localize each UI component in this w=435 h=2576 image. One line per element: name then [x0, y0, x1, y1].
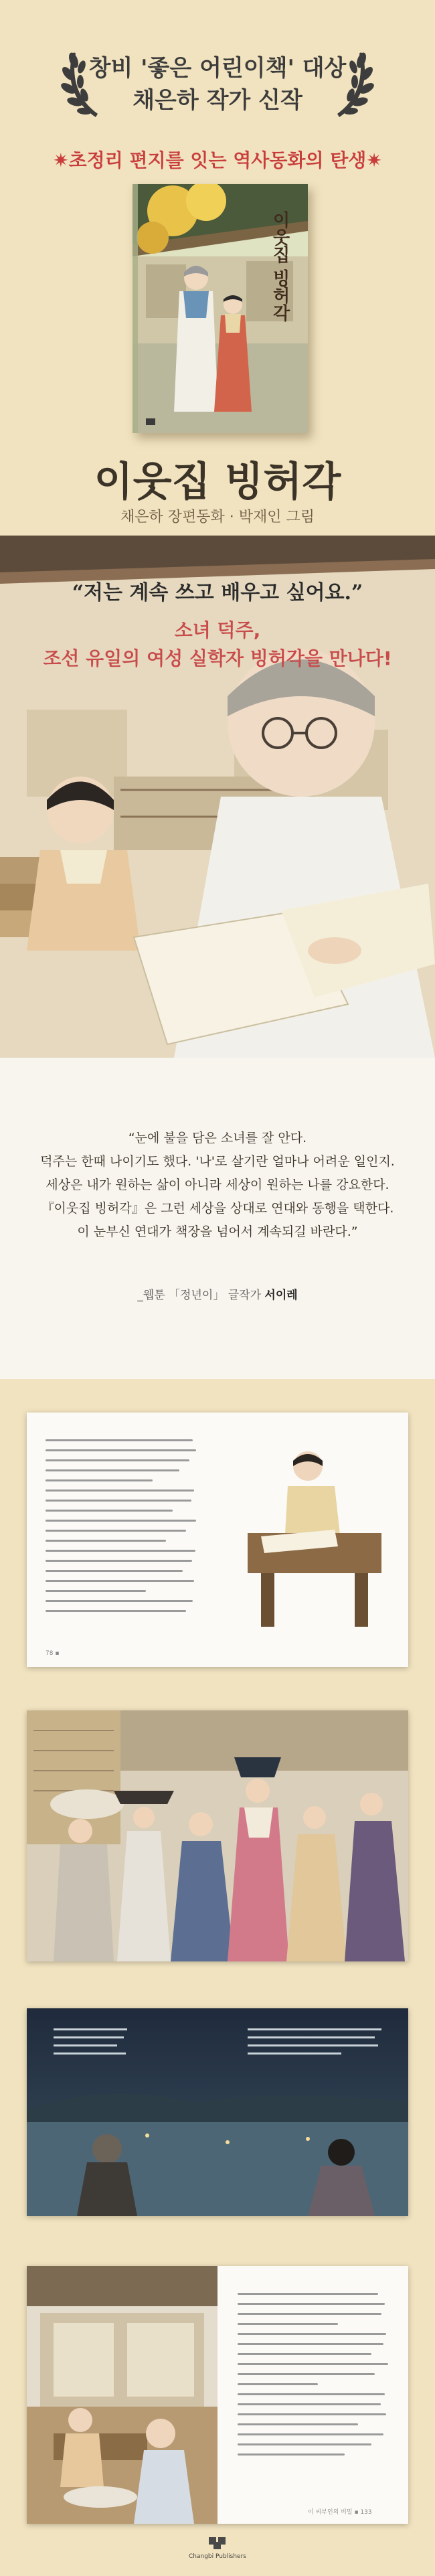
book-cover — [133, 184, 308, 433]
cover-title — [270, 211, 296, 345]
illustration-section-1 — [0, 536, 435, 1058]
tagline: ✷초정리 편지를 잇는 역사동화의 탄생✷ — [53, 149, 382, 171]
illustration-quote: “저는 계속 쓰고 배우고 싶어요.” — [72, 581, 363, 605]
book-spread-1 — [27, 1413, 408, 1667]
laurel-right-icon — [329, 47, 376, 120]
review-credit — [0, 1285, 435, 1302]
award-line-1: 창비 '좋은 어린이책' 대상 — [88, 55, 347, 82]
book-spread-2 — [27, 1710, 408, 1961]
spread-4-page-number: 이 씨부인의 비밀 ▪ 133 — [308, 2509, 372, 2516]
review-line-2: 덕주는 한때 나이기도 했다. '나'로 살기란 얼마나 어려운 일인지. — [40, 1154, 395, 1169]
cover-title-text: 이웃집 빙허각 — [270, 211, 290, 322]
author-line: 채은하 장편동화 · 박재인 그림 — [120, 509, 315, 526]
book-spread-4 — [27, 2266, 408, 2524]
review-line-3: 세상은 내가 원하는 삶이 아니라 세상이 원하는 나를 강요한다. — [46, 1178, 389, 1192]
award-banner — [0, 40, 435, 134]
review-line-5: 이 눈부신 연대가 책장을 넘어서 계속되길 바란다.” — [77, 1224, 358, 1239]
review-section — [0, 1058, 435, 1379]
spread-3-illustration — [27, 2008, 408, 2216]
illustration-subtitle-1: 소녀 덕주, — [174, 619, 261, 641]
illustration-scene-1 — [0, 536, 435, 1058]
publisher-logo — [0, 2537, 435, 2560]
illustration-subtitle-2: 조선 유일의 여성 실학자 빙허각을 만나다! — [43, 647, 392, 669]
review-credit-name: 서이레 — [264, 1289, 298, 1302]
award-line-2: 채은하 작가 신작 — [133, 87, 302, 114]
book-title: 이웃집 빙허각 — [94, 459, 341, 505]
hero-section — [0, 0, 435, 536]
spread-1-illustration — [221, 1413, 408, 1667]
spread-2-illustration — [27, 1710, 408, 1961]
book-spread-3 — [27, 2008, 408, 2216]
publisher-logo-icon — [209, 2537, 226, 2549]
publisher-logo-label: Changbi Publishers — [188, 2553, 246, 2560]
spread-4-text — [238, 2293, 392, 2464]
spread-4-illustration — [27, 2266, 217, 2524]
review-line-1: “눈에 불을 담은 소녀를 잘 안다. — [128, 1131, 307, 1145]
spread-1-page-number: 78 ▪ — [46, 1650, 60, 1657]
review-credit-prefix: _웹툰 「정년이」 글작가 — [137, 1289, 261, 1302]
review-line-4: 『이웃집 빙허각』은 그런 세상을 상대로 연대와 동행을 택한다. — [41, 1201, 394, 1216]
spread-1-text — [46, 1439, 199, 1620]
